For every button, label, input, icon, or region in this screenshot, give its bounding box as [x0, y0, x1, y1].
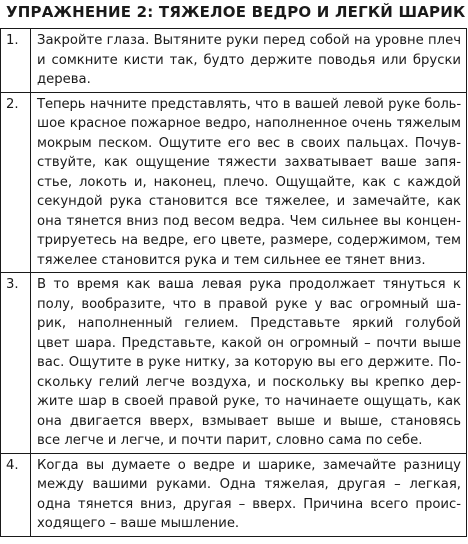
step-number: 4. — [1, 453, 31, 536]
step-text-line: жите шар в своей правой руке, то начинаете ощущать, как — [37, 394, 461, 409]
step-text-line: между вашими руками. Одна тяжелая, другая – легкая, — [37, 477, 461, 492]
step-text-line: и сомкните кисти так, будто держите поводья или бруски — [37, 52, 461, 68]
step-text-line: скольку гелий легче воздуха, и поскольку вы крепко дер- — [37, 374, 461, 390]
steps-table — [0, 28, 467, 537]
step-text — [31, 453, 467, 536]
step-text-line: секундой рука становится все тяжелее, и замечайте, как — [37, 194, 461, 209]
step-text-line: тяжелее становится рука и тем сильнее ее тянет вниз. — [37, 252, 426, 268]
step-text — [31, 273, 467, 454]
step-text-line: она двигается вверх, взмывает выше и выше, становясь — [37, 413, 461, 429]
step-text-line: рик, наполненный гелием. Представьте яркий голубой — [37, 316, 461, 331]
steps-body — [1, 29, 467, 537]
step-text-line: вас. Ощутите в руке нитку, за которую вы его держите. По- — [37, 355, 461, 370]
step-row — [1, 29, 467, 93]
step-text — [31, 92, 467, 273]
step-text-line: ходящего – ваше мышление. — [37, 516, 240, 531]
step-text-line: одна тянется вниз, другая – вверх. Причина всего проис- — [37, 496, 461, 512]
step-text-line: цвет шара. Представьте, какой он огромный – почти выше — [37, 335, 461, 351]
step-number: 3. — [1, 273, 31, 454]
step-text-line: Закройте глаза. Вытяните руки перед собой на уровне плеч — [37, 33, 461, 48]
step-text-line: Теперь начните представлять, что в вашей левой руке боль- — [37, 96, 461, 112]
step-text-line: все легче и легче, и почти парит, словно сама по себе. — [37, 433, 423, 448]
step-text — [31, 29, 467, 93]
step-row — [1, 92, 467, 273]
step-number: 2. — [1, 92, 31, 273]
step-text-line: В то время как ваша левая рука продолжает тянуться к — [37, 277, 461, 292]
step-row — [1, 453, 467, 536]
step-text-line: полу, вообразите, что в правой руке у вас огромный ша- — [37, 296, 461, 312]
step-row — [1, 273, 467, 454]
step-number: 1. — [1, 29, 31, 93]
step-text-line: Когда вы думаете о ведре и шарике, замечайте разницу — [37, 457, 461, 473]
step-text-line: дерева. — [37, 72, 91, 87]
step-text-line: трируетесь на ведре, его цвете, размере, содержимом, тем — [37, 233, 461, 248]
step-text-line: шое красное пожарное ведро, наполненное очень тяжелым — [37, 116, 461, 131]
step-text-line: ствуйте, как ощущение тяжести захватывает ваше запя- — [37, 155, 461, 170]
step-text-line: мокрым песком. Ощутите его вес в своих пальцах. Почув- — [37, 135, 461, 151]
step-text-line: стье, локоть и, наконец, плечо. Ощущайте, как с каждой — [37, 174, 461, 190]
exercise-title: УПРАЖНЕНИЕ 2: ТЯЖЕЛОЕ ВЕДРО И ЛЕГКЙ ШАРИК — [6, 3, 466, 21]
step-text-line: она тянется вниз под весом ведра. Чем сильнее вы концен- — [37, 213, 461, 229]
